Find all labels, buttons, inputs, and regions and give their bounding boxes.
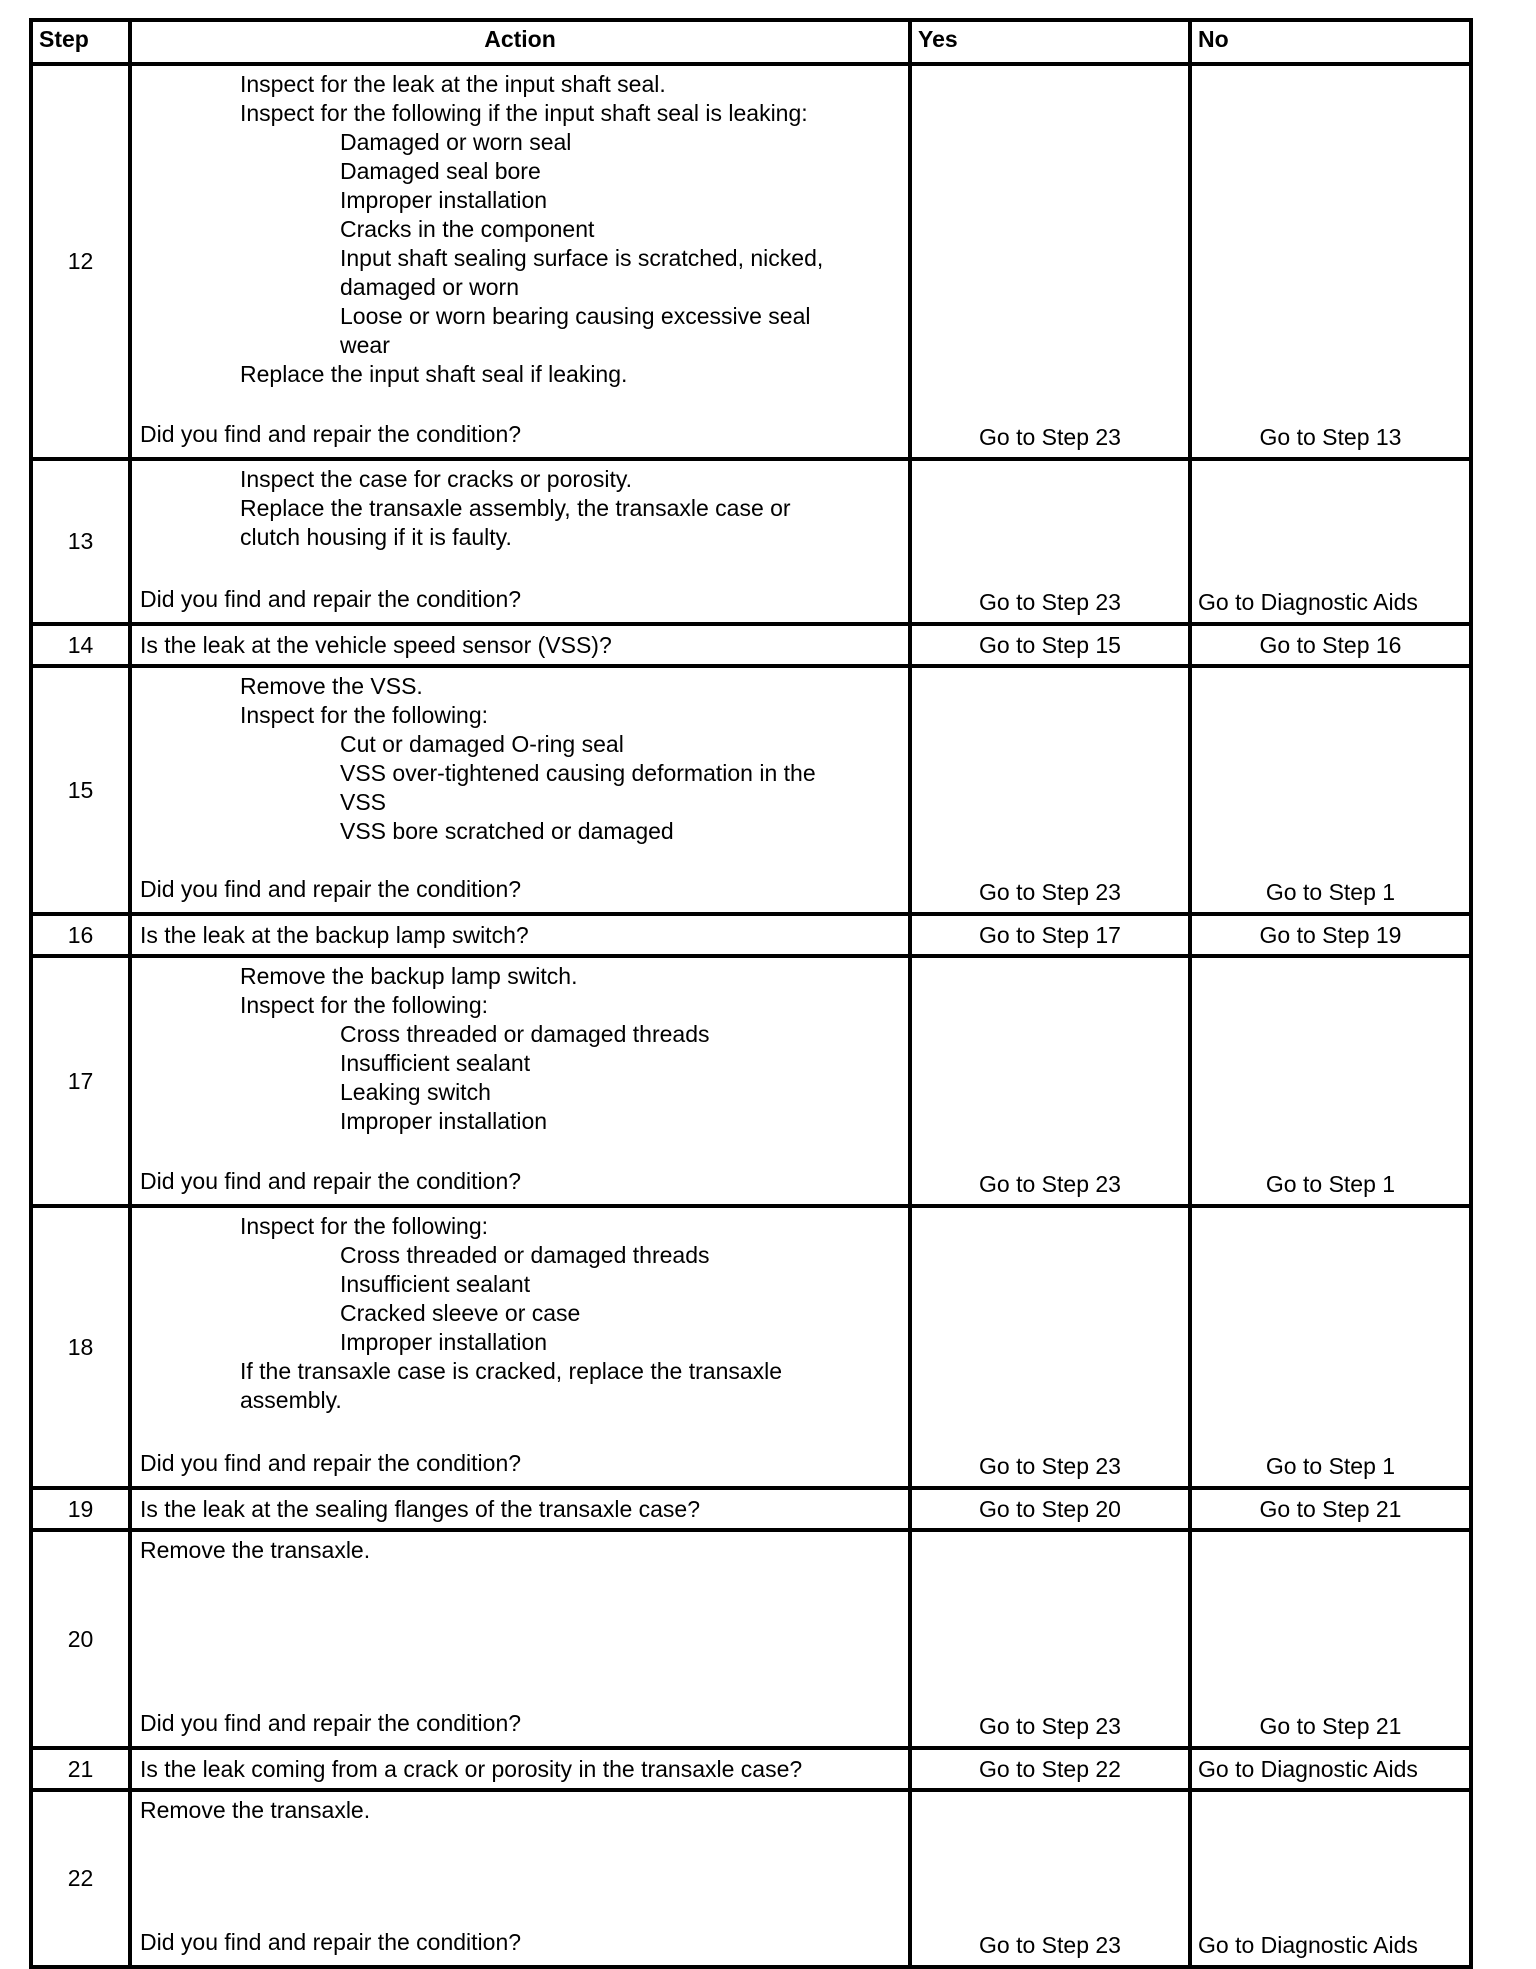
table-row	[31, 1206, 1471, 1488]
yes-result: Go to Step 20	[910, 1488, 1190, 1530]
step-number: 17	[31, 956, 130, 1206]
instruction-line: Inspect for the following:	[240, 992, 489, 1018]
action-cell	[130, 956, 910, 1206]
action-instructions	[140, 962, 900, 1136]
step-number: 15	[31, 666, 130, 914]
yes-result: Go to Step 17	[910, 914, 1190, 956]
condition-question: Did you find and repair the condition?	[140, 1168, 522, 1194]
no-result: Go to Diagnostic Aids	[1190, 1790, 1471, 1967]
inspection-item: Cross threaded or damaged threads	[340, 1021, 710, 1047]
condition-question: Did you find and repair the condition?	[140, 876, 522, 902]
step-number: 21	[31, 1748, 130, 1790]
table-row	[31, 1488, 1471, 1530]
header-row	[31, 20, 1471, 64]
instruction-line: Replace the transaxle assembly, the transaxle case or	[240, 495, 791, 521]
inspection-item: Insufficient sealant	[340, 1050, 531, 1076]
inspection-item: Cut or damaged O-ring seal	[340, 731, 624, 757]
instruction-line: clutch housing if it is faulty.	[240, 524, 512, 550]
yes-result: Go to Step 22	[910, 1748, 1190, 1790]
no-result: Go to Step 1	[1190, 1206, 1471, 1488]
inspection-item: VSS	[340, 789, 387, 815]
yes-result: Go to Step 23	[910, 64, 1190, 459]
table-row	[31, 1530, 1471, 1748]
table-row	[31, 624, 1471, 666]
action-cell	[130, 1790, 910, 1967]
table-row	[31, 1748, 1471, 1790]
no-result: Go to Step 16	[1190, 624, 1471, 666]
action-content	[140, 1212, 900, 1478]
condition-question: Did you find and repair the condition?	[140, 586, 522, 612]
yes-result: Go to Step 23	[910, 459, 1190, 624]
instruction-line: Replace the input shaft seal if leaking.	[240, 361, 628, 387]
step-number: 19	[31, 1488, 130, 1530]
action-cell: Is the leak at the vehicle speed sensor (VSS)?	[130, 624, 910, 666]
instruction-line: Remove the transaxle.	[140, 1537, 371, 1563]
action-cell	[130, 1530, 910, 1748]
inspection-item: VSS bore scratched or damaged	[340, 818, 674, 844]
instruction-line: If the transaxle case is cracked, replace the transaxle	[240, 1358, 783, 1384]
action-instructions	[140, 1536, 900, 1565]
table-row	[31, 1790, 1471, 1967]
action-cell	[130, 666, 910, 914]
instruction-line: assembly.	[240, 1387, 342, 1413]
step-number: 18	[31, 1206, 130, 1488]
no-result: Go to Step 19	[1190, 914, 1471, 956]
inspection-item: Damaged or worn seal	[340, 129, 572, 155]
yes-result: Go to Step 23	[910, 956, 1190, 1206]
step-number: 12	[31, 64, 130, 459]
action-cell: Is the leak coming from a crack or porosity in the transaxle case?	[130, 1748, 910, 1790]
diagnostic-table	[29, 18, 1473, 1969]
no-result: Go to Step 1	[1190, 956, 1471, 1206]
no-result: Go to Step 1	[1190, 666, 1471, 914]
action-cell	[130, 64, 910, 459]
action-instructions	[140, 1796, 900, 1825]
inspection-item: damaged or worn	[340, 274, 519, 300]
inspection-item: Damaged seal bore	[340, 158, 541, 184]
action-cell: Is the leak at the backup lamp switch?	[130, 914, 910, 956]
table-row	[31, 459, 1471, 624]
step-number: 14	[31, 624, 130, 666]
inspection-item: Insufficient sealant	[340, 1271, 531, 1297]
header-action: Action	[130, 20, 910, 64]
condition-question: Did you find and repair the condition?	[140, 421, 522, 447]
no-result: Go to Step 13	[1190, 64, 1471, 459]
table-row	[31, 914, 1471, 956]
action-cell	[130, 1206, 910, 1488]
action-cell: Is the leak at the sealing flanges of the transaxle case?	[130, 1488, 910, 1530]
inspection-item: Improper installation	[340, 1108, 548, 1134]
inspection-item: Cross threaded or damaged threads	[340, 1242, 710, 1268]
inspection-item: Improper installation	[340, 187, 548, 213]
no-result: Go to Diagnostic Aids	[1190, 459, 1471, 624]
instruction-line: Remove the backup lamp switch.	[240, 963, 578, 989]
instruction-line: Inspect for the leak at the input shaft seal.	[240, 71, 666, 97]
action-instructions	[140, 70, 900, 389]
instruction-line: Inspect for the following:	[240, 1213, 489, 1239]
no-result: Go to Diagnostic Aids	[1190, 1748, 1471, 1790]
instruction-line: Inspect for the following if the input shaft seal is leaking:	[240, 100, 808, 126]
table-row	[31, 666, 1471, 914]
inspection-item: Loose or worn bearing causing excessive seal	[340, 303, 811, 329]
no-result: Go to Step 21	[1190, 1488, 1471, 1530]
yes-result: Go to Step 23	[910, 1790, 1190, 1967]
header-no: No	[1190, 20, 1471, 64]
instruction-line: Remove the VSS.	[240, 673, 423, 699]
table-row	[31, 956, 1471, 1206]
yes-result: Go to Step 23	[910, 1206, 1190, 1488]
action-instructions	[140, 672, 900, 846]
table-row	[31, 64, 1471, 459]
step-number: 13	[31, 459, 130, 624]
inspection-item: Cracks in the component	[340, 216, 595, 242]
step-number: 20	[31, 1530, 130, 1748]
inspection-item: Input shaft sealing surface is scratched, nicked,	[340, 245, 824, 271]
header-step: Step	[31, 20, 130, 64]
instruction-line: Inspect the case for cracks or porosity.	[240, 466, 633, 492]
action-content	[140, 465, 900, 614]
instruction-line: Remove the transaxle.	[140, 1797, 371, 1823]
action-cell	[130, 459, 910, 624]
instruction-line: Inspect for the following:	[240, 702, 489, 728]
no-result: Go to Step 21	[1190, 1530, 1471, 1748]
step-number: 16	[31, 914, 130, 956]
yes-result: Go to Step 23	[910, 666, 1190, 914]
inspection-item: Leaking switch	[340, 1079, 491, 1105]
action-instructions	[140, 465, 900, 552]
inspection-item: Improper installation	[340, 1329, 548, 1355]
action-content	[140, 1796, 900, 1957]
inspection-item: Cracked sleeve or case	[340, 1300, 581, 1326]
condition-question: Did you find and repair the condition?	[140, 1710, 522, 1736]
action-content	[140, 70, 900, 449]
action-instructions	[140, 1212, 900, 1415]
condition-question: Did you find and repair the condition?	[140, 1929, 522, 1955]
inspection-item: VSS over-tightened causing deformation in the	[340, 760, 816, 786]
table-body	[31, 64, 1471, 1967]
action-content	[140, 1536, 900, 1738]
action-content	[140, 672, 900, 904]
header-yes: Yes	[910, 20, 1190, 64]
step-number: 22	[31, 1790, 130, 1967]
yes-result: Go to Step 15	[910, 624, 1190, 666]
condition-question: Did you find and repair the condition?	[140, 1450, 522, 1476]
action-content	[140, 962, 900, 1196]
yes-result: Go to Step 23	[910, 1530, 1190, 1748]
inspection-item: wear	[340, 332, 390, 358]
